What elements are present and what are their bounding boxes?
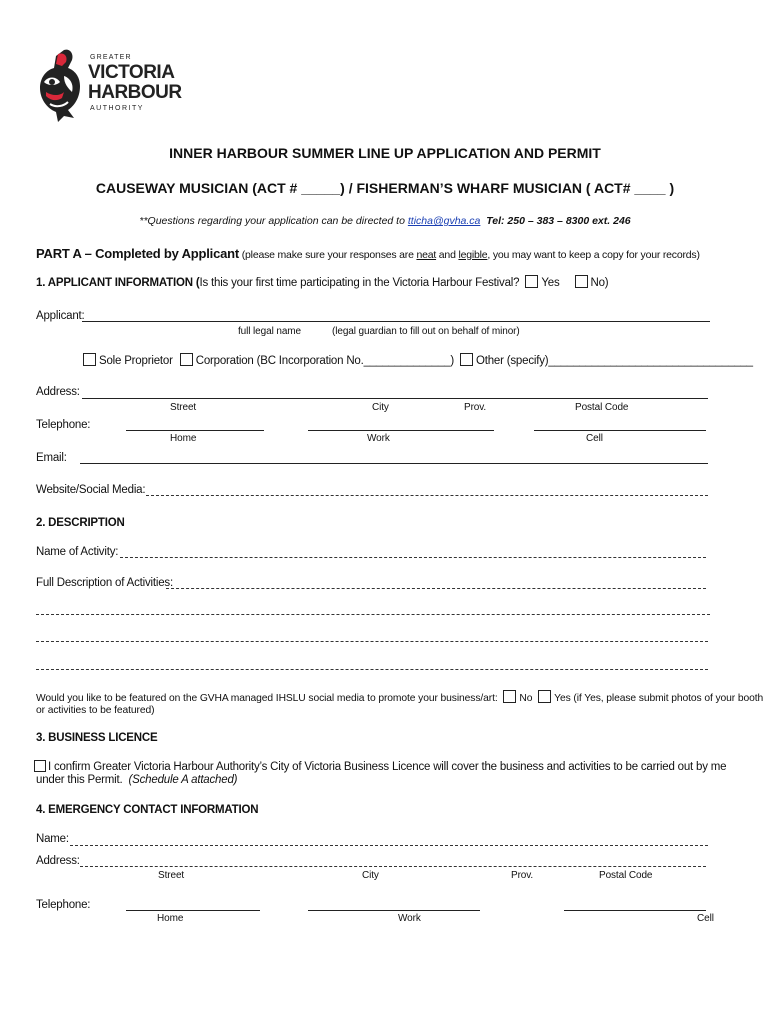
emergency-postal-caption: Postal Code bbox=[599, 870, 653, 881]
emergency-name-field[interactable] bbox=[70, 845, 708, 846]
prov-caption: Prov. bbox=[464, 402, 487, 413]
form-title: INNER HARBOUR SUMMER LINE UP APPLICATION AND PERMIT bbox=[169, 145, 601, 161]
licence-confirm-row-2 bbox=[36, 774, 237, 786]
emergency-cell-caption: Cell bbox=[697, 913, 714, 924]
social-featured-question: Would you like to be featured on the GVHA managed IHSLU social media to promote your business/art: bbox=[36, 693, 498, 704]
emergency-cell-phone-field[interactable] bbox=[564, 910, 706, 911]
logo-victoria: VICTORIA bbox=[88, 62, 175, 83]
other-checkbox[interactable] bbox=[460, 353, 473, 366]
full-legal-name-caption: full legal name bbox=[238, 326, 301, 337]
social-yes-note-2: or activities to be featured) bbox=[36, 705, 155, 716]
applicant-name-field[interactable] bbox=[82, 321, 710, 322]
address-label: Address: bbox=[36, 386, 80, 398]
contact-email-link[interactable]: tticha@gvha.ca bbox=[407, 215, 481, 227]
part-a-legible: legible bbox=[458, 249, 488, 261]
section1-heading: 1. APPLICANT INFORMATION ( bbox=[36, 277, 200, 289]
corporation-checkbox[interactable] bbox=[180, 353, 193, 366]
schedule-note: (Schedule A attached) bbox=[128, 774, 238, 786]
first-time-question: Is this your first time participating in the Victoria Harbour Festival? bbox=[199, 277, 520, 289]
part-a-note-post: , you may want to keep a copy for your records) bbox=[487, 249, 700, 261]
emergency-prov-caption: Prov. bbox=[511, 870, 534, 881]
orca-logo-icon bbox=[34, 46, 86, 124]
sole-proprietor-label: Sole Proprietor bbox=[99, 355, 173, 367]
activity-name-field[interactable] bbox=[120, 557, 706, 558]
emergency-address-label: Address: bbox=[36, 855, 80, 867]
cell-caption: Cell bbox=[586, 433, 603, 444]
licence-confirm-text: I confirm Greater Victoria Harbour Authority’s City of Victoria Business Licence will cover the business and activities to be carried out by me bbox=[48, 761, 727, 773]
emergency-home-caption: Home bbox=[157, 913, 184, 924]
contact-prefix: **Questions regarding your application can be directed to bbox=[139, 215, 408, 227]
licence-confirm-row bbox=[34, 760, 726, 773]
postal-caption: Postal Code bbox=[575, 402, 629, 413]
part-a-and: and bbox=[436, 249, 459, 261]
cell-phone-field[interactable] bbox=[534, 430, 706, 431]
city-caption: City bbox=[372, 402, 389, 413]
activity-name-label: Name of Activity: bbox=[36, 546, 119, 558]
first-time-yes-checkbox[interactable] bbox=[525, 275, 538, 288]
emergency-work-caption: Work bbox=[398, 913, 421, 924]
full-description-field-3[interactable] bbox=[36, 641, 708, 642]
social-yes-checkbox[interactable] bbox=[538, 690, 551, 703]
part-a-neat: neat bbox=[416, 249, 437, 261]
emergency-name-label: Name: bbox=[36, 833, 69, 845]
website-field[interactable] bbox=[146, 495, 708, 496]
email-field[interactable] bbox=[80, 463, 708, 464]
first-time-yes-label: Yes bbox=[541, 277, 560, 289]
full-description-field-1[interactable] bbox=[166, 588, 706, 589]
other-label: Other (specify)_________________________________ bbox=[476, 355, 753, 367]
guardian-caption: (legal guardian to fill out on behalf of minor) bbox=[332, 326, 520, 337]
form-subtitle: CAUSEWAY MUSICIAN (ACT # _____) / FISHERMAN’S WHARF MUSICIAN ( ACT# ____ ) bbox=[95, 180, 675, 196]
address-field[interactable] bbox=[82, 398, 708, 399]
website-label: Website/Social Media: bbox=[36, 484, 146, 496]
telephone-label: Telephone: bbox=[36, 419, 91, 431]
social-no-checkbox[interactable] bbox=[503, 690, 516, 703]
section4-heading: 4. EMERGENCY CONTACT INFORMATION bbox=[36, 804, 259, 816]
social-yes-label: Yes (if Yes, please submit photos of your booth bbox=[554, 693, 764, 704]
sole-proprietor-checkbox[interactable] bbox=[83, 353, 96, 366]
work-phone-field[interactable] bbox=[308, 430, 494, 431]
contact-tel: Tel: 250 – 383 – 8300 ext. 246 bbox=[486, 215, 631, 227]
business-type-row bbox=[80, 353, 753, 367]
section2-heading: 2. DESCRIPTION bbox=[36, 517, 125, 529]
home-caption: Home bbox=[170, 433, 197, 444]
emergency-home-phone-field[interactable] bbox=[126, 910, 260, 911]
full-description-field-4[interactable] bbox=[36, 669, 708, 670]
licence-confirm-text-2: under this Permit. bbox=[36, 774, 123, 786]
part-a-heading bbox=[36, 246, 700, 261]
applicant-label: Applicant: bbox=[36, 310, 85, 322]
logo-greater: GREATER bbox=[90, 54, 132, 61]
street-caption: Street bbox=[170, 402, 197, 413]
licence-confirm-checkbox[interactable] bbox=[34, 760, 46, 772]
social-featured-row bbox=[36, 690, 763, 704]
part-a-note: (please make sure your responses are bbox=[239, 249, 417, 261]
home-phone-field[interactable] bbox=[126, 430, 264, 431]
first-time-no-label: No) bbox=[590, 277, 609, 289]
contact-note bbox=[0, 215, 770, 227]
full-description-field-2[interactable] bbox=[36, 614, 710, 615]
emergency-telephone-label: Telephone: bbox=[36, 899, 91, 911]
emergency-address-field[interactable] bbox=[80, 866, 706, 867]
social-no-label: No bbox=[519, 693, 533, 704]
emergency-work-phone-field[interactable] bbox=[308, 910, 480, 911]
corporation-label: Corporation (BC Incorporation No.______________) bbox=[195, 355, 454, 367]
emergency-street-caption: Street bbox=[158, 870, 185, 881]
emergency-city-caption: City bbox=[362, 870, 379, 881]
full-description-label: Full Description of Activities: bbox=[36, 577, 173, 589]
logo-authority: AUTHORITY bbox=[90, 105, 144, 112]
part-a-title: PART A – Completed by Applicant bbox=[36, 246, 240, 261]
work-caption: Work bbox=[367, 433, 390, 444]
section1-heading-row bbox=[36, 275, 608, 289]
section3-heading: 3. BUSINESS LICENCE bbox=[36, 732, 158, 744]
gvha-logo bbox=[34, 46, 184, 126]
email-label: Email: bbox=[36, 452, 67, 464]
first-time-no-checkbox[interactable] bbox=[575, 275, 588, 288]
logo-harbour: HARBOUR bbox=[88, 82, 182, 103]
